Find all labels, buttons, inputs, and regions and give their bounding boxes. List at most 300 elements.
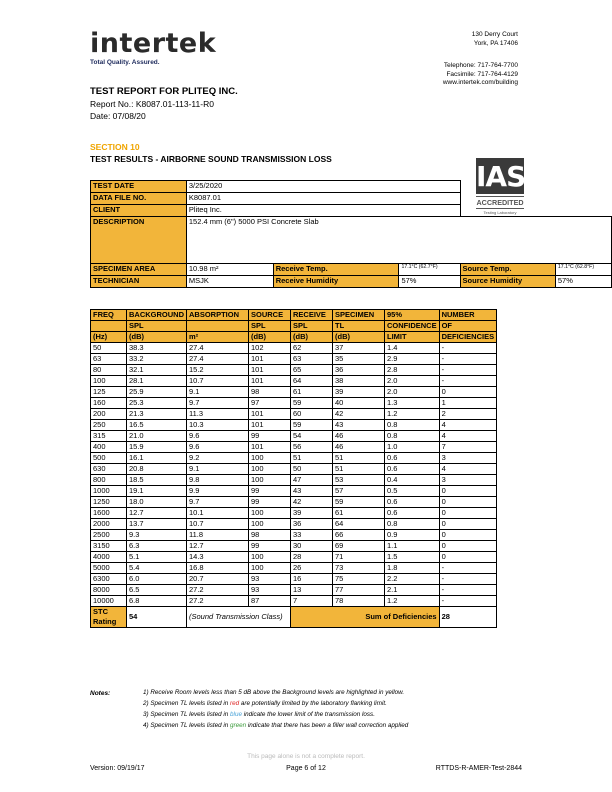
table-cell: 27.2 xyxy=(187,585,249,596)
data-file-label: DATA FILE NO. xyxy=(91,193,187,205)
description-label: DESCRIPTION xyxy=(91,217,187,264)
table-cell: 9.7 xyxy=(187,398,249,409)
table-row xyxy=(91,530,497,541)
note-3-color: blue xyxy=(230,711,242,718)
table-cell: 80 xyxy=(91,365,127,376)
table-cell: 60 xyxy=(291,409,333,420)
table-cell: 4 xyxy=(439,464,497,475)
table-cell: 0.4 xyxy=(385,475,440,486)
note-4-pre: 4) Specimen TL levels listed in xyxy=(143,722,229,729)
specimen-info-table xyxy=(90,180,612,288)
table-cell: 38 xyxy=(333,376,385,387)
table-cell: 10.3 xyxy=(187,420,249,431)
table-cell: - xyxy=(439,596,497,607)
table-cell: 0.8 xyxy=(385,519,440,530)
note-3-pre: 3) Specimen TL levels listed in xyxy=(143,711,229,718)
table-row xyxy=(91,541,497,552)
results-header xyxy=(91,310,497,343)
table-cell: 3 xyxy=(439,475,497,486)
table-row xyxy=(91,343,497,354)
table-cell: 101 xyxy=(249,376,291,387)
table-cell: 250 xyxy=(91,420,127,431)
table-cell: 0.6 xyxy=(385,464,440,475)
technician-label: TECHNICIAN xyxy=(91,276,187,288)
header-cell: SPL xyxy=(127,321,187,332)
header-cell: (dB) xyxy=(249,332,291,343)
table-cell: 4 xyxy=(439,420,497,431)
table-cell: 16 xyxy=(291,574,333,585)
table-cell: 125 xyxy=(91,387,127,398)
specimen-area-value: 10.98 m² xyxy=(186,264,273,276)
table-cell: 75 xyxy=(333,574,385,585)
note-3-post: indicate the lower limit of the transmission loss. xyxy=(243,711,375,718)
table-cell: 0 xyxy=(439,530,497,541)
source-humidity-label: Source Humidity xyxy=(460,276,555,288)
header-cell: (dB) xyxy=(291,332,333,343)
table-cell: 98 xyxy=(249,530,291,541)
table-cell: 99 xyxy=(249,497,291,508)
footer-version: Version: 09/19/17 xyxy=(90,765,145,772)
table-cell: 2500 xyxy=(91,530,127,541)
specimen-area-label: SPECIMEN AREA xyxy=(91,264,187,276)
address-block xyxy=(472,31,518,48)
table-cell: 200 xyxy=(91,409,127,420)
table-cell: 9.3 xyxy=(127,530,187,541)
table-cell: 46 xyxy=(333,431,385,442)
table-cell: 27.2 xyxy=(187,596,249,607)
header-cell: (Hz) xyxy=(91,332,127,343)
table-cell: 71 xyxy=(333,552,385,563)
table-cell: 36 xyxy=(333,365,385,376)
table-row xyxy=(91,387,497,398)
table-cell: 16.5 xyxy=(127,420,187,431)
table-cell: 2.0 xyxy=(385,387,440,398)
table-row xyxy=(91,442,497,453)
address-line: York, PA 17406 xyxy=(473,39,518,47)
table-cell: 101 xyxy=(249,354,291,365)
table-cell: 47 xyxy=(291,475,333,486)
table-cell: 100 xyxy=(249,552,291,563)
table-cell: 98 xyxy=(249,387,291,398)
table-cell: 100 xyxy=(249,563,291,574)
table-cell: 30 xyxy=(291,541,333,552)
table-row xyxy=(91,574,497,585)
table-cell: 1.4 xyxy=(385,343,440,354)
table-cell: 35 xyxy=(333,354,385,365)
report-date: Date: 07/08/20 xyxy=(90,111,146,121)
note-3 xyxy=(143,711,375,718)
report-title: TEST REPORT FOR PLITEQ INC. xyxy=(90,86,238,97)
table-row xyxy=(91,431,497,442)
ias-mark: IAS xyxy=(476,160,526,193)
website: www.intertek.com/building xyxy=(442,79,518,86)
table-cell: 4 xyxy=(439,431,497,442)
table-cell: 101 xyxy=(249,409,291,420)
table-cell: 0.8 xyxy=(385,431,440,442)
note-4-post: indicate that there has been a filler wall correction applied xyxy=(247,722,409,729)
header-cell: SOURCE xyxy=(249,310,291,321)
table-cell: 0 xyxy=(439,508,497,519)
table-cell: 11.8 xyxy=(187,530,249,541)
table-cell: 78 xyxy=(333,596,385,607)
table-cell: 28.1 xyxy=(127,376,187,387)
section-label: SECTION 10 xyxy=(90,142,140,152)
table-cell: 50 xyxy=(91,343,127,354)
table-cell: 57 xyxy=(333,486,385,497)
table-cell: 99 xyxy=(249,431,291,442)
table-cell: 16.8 xyxy=(187,563,249,574)
header-cell xyxy=(187,321,249,332)
table-cell: 53 xyxy=(333,475,385,486)
footer-page: Page 6 of 12 xyxy=(286,765,326,772)
table-cell: 39 xyxy=(333,387,385,398)
header-cell: CONFIDENCE xyxy=(385,321,440,332)
table-cell: 2.8 xyxy=(385,365,440,376)
table-cell: 400 xyxy=(91,442,127,453)
table-cell: 3 xyxy=(439,453,497,464)
note-2-color: red xyxy=(230,700,240,707)
header-row xyxy=(91,321,497,332)
table-cell: 15.2 xyxy=(187,365,249,376)
header-cell: BACKGROUND xyxy=(127,310,187,321)
table-cell: 5000 xyxy=(91,563,127,574)
table-cell: 27.4 xyxy=(187,343,249,354)
test-date-label: TEST DATE xyxy=(91,181,187,193)
table-cell: 10.1 xyxy=(187,508,249,519)
table-cell: 500 xyxy=(91,453,127,464)
table-cell: 21.0 xyxy=(127,431,187,442)
note-4-color: green xyxy=(230,722,247,729)
table-cell: 1250 xyxy=(91,497,127,508)
table-cell: 99 xyxy=(249,541,291,552)
header-cell: SPL xyxy=(249,321,291,332)
table-cell: 20.8 xyxy=(127,464,187,475)
table-row xyxy=(91,508,497,519)
header-cell: ABSORPTION xyxy=(187,310,249,321)
stc-note: (Sound Transmission Class) xyxy=(187,607,291,628)
table-cell: - xyxy=(439,585,497,596)
table-cell: 0 xyxy=(439,519,497,530)
header-cell: NUMBER xyxy=(439,310,497,321)
table-cell: 101 xyxy=(249,442,291,453)
table-cell: 54 xyxy=(291,431,333,442)
footer-doc-id: RTTDS-R-AMER-Test-2844 xyxy=(435,765,522,772)
table-row xyxy=(91,596,497,607)
table-row xyxy=(91,354,497,365)
table-cell: 51 xyxy=(291,453,333,464)
table-cell: 4000 xyxy=(91,552,127,563)
table-cell: 12.7 xyxy=(187,541,249,552)
table-cell: 100 xyxy=(249,508,291,519)
header-cell: DEFICIENCIES xyxy=(439,332,497,343)
table-cell: - xyxy=(439,376,497,387)
table-row xyxy=(91,453,497,464)
note-2-post: are potentially limited by the laboratory flanking limit. xyxy=(240,700,387,707)
table-cell: - xyxy=(439,574,497,585)
table-cell: 18.0 xyxy=(127,497,187,508)
table-cell: 50 xyxy=(291,464,333,475)
table-cell: 59 xyxy=(333,497,385,508)
table-cell: 9.2 xyxy=(187,453,249,464)
table-cell: - xyxy=(439,365,497,376)
client-value: Pliteq Inc. xyxy=(186,205,460,217)
intertek-logo xyxy=(90,30,216,66)
table-cell: 1.2 xyxy=(385,596,440,607)
table-cell: 66 xyxy=(333,530,385,541)
table-cell: 73 xyxy=(333,563,385,574)
table-cell: 102 xyxy=(249,343,291,354)
receive-temp-value: 17.1°C (62.7°F) xyxy=(399,264,460,276)
table-cell: 5.1 xyxy=(127,552,187,563)
table-cell: 40 xyxy=(333,398,385,409)
table-cell: 13.7 xyxy=(127,519,187,530)
table-cell: 1.5 xyxy=(385,552,440,563)
table-cell: 0.5 xyxy=(385,486,440,497)
source-temp-label: Source Temp. xyxy=(460,264,555,276)
table-cell: 2.2 xyxy=(385,574,440,585)
sum-deficiencies-label: Sum of Deficiencies xyxy=(291,607,440,628)
table-cell: 315 xyxy=(91,431,127,442)
table-cell: 0.6 xyxy=(385,497,440,508)
table-cell: 0.6 xyxy=(385,508,440,519)
source-temp-value: 17.1°C (62.8°F) xyxy=(555,264,611,276)
table-cell: 0.6 xyxy=(385,453,440,464)
table-row xyxy=(91,376,497,387)
table-cell: 43 xyxy=(291,486,333,497)
table-cell: 93 xyxy=(249,585,291,596)
table-cell: 7 xyxy=(439,442,497,453)
table-cell: 63 xyxy=(91,354,127,365)
table-cell: 10.7 xyxy=(187,376,249,387)
table-cell: 100 xyxy=(249,464,291,475)
table-cell: 1600 xyxy=(91,508,127,519)
stc-rating-label: STC Rating xyxy=(91,607,127,628)
table-cell: 9.7 xyxy=(187,497,249,508)
header-cell: SPL xyxy=(291,321,333,332)
header-cell: LIMIT xyxy=(385,332,440,343)
table-cell: 9.9 xyxy=(187,486,249,497)
header-cell: (dB) xyxy=(127,332,187,343)
table-cell: 93 xyxy=(249,574,291,585)
table-cell: 64 xyxy=(333,519,385,530)
ias-subtitle: Testing Laboratory xyxy=(483,210,517,215)
table-cell: 6.3 xyxy=(127,541,187,552)
table-cell: 630 xyxy=(91,464,127,475)
notes-label: Notes: xyxy=(90,690,111,697)
table-cell: 10.7 xyxy=(187,519,249,530)
table-cell: 99 xyxy=(249,486,291,497)
table-cell: - xyxy=(439,343,497,354)
table-row xyxy=(91,464,497,475)
header-cell: FREQ xyxy=(91,310,127,321)
table-cell: 160 xyxy=(91,398,127,409)
ias-accredited: ACCREDITED xyxy=(476,198,524,207)
table-cell: 1000 xyxy=(91,486,127,497)
note-4 xyxy=(143,722,408,729)
table-row xyxy=(91,497,497,508)
table-cell: 38.3 xyxy=(127,343,187,354)
logo-tagline: Total Quality. Assured. xyxy=(90,59,160,66)
table-cell: 1.8 xyxy=(385,563,440,574)
table-cell: 51 xyxy=(333,464,385,475)
table-cell: 101 xyxy=(249,365,291,376)
table-cell: 15.9 xyxy=(127,442,187,453)
table-cell: 27.4 xyxy=(187,354,249,365)
header-row xyxy=(91,310,497,321)
table-cell: 39 xyxy=(291,508,333,519)
table-cell: 6.8 xyxy=(127,596,187,607)
table-row xyxy=(91,486,497,497)
table-cell: 14.3 xyxy=(187,552,249,563)
table-row xyxy=(91,420,497,431)
table-cell: 42 xyxy=(291,497,333,508)
table-cell: 6.5 xyxy=(127,585,187,596)
table-cell: 0 xyxy=(439,552,497,563)
header-cell: 95% xyxy=(385,310,440,321)
table-cell: 9.1 xyxy=(187,387,249,398)
table-cell: 19.1 xyxy=(127,486,187,497)
table-cell: 1.1 xyxy=(385,541,440,552)
note-2-pre: 2) Specimen TL levels listed in xyxy=(143,700,229,707)
table-cell: 0 xyxy=(439,497,497,508)
header-cell: (dB) xyxy=(333,332,385,343)
table-cell: 2.9 xyxy=(385,354,440,365)
report-number: Report No.: K8087.01-113-11-R0 xyxy=(90,99,214,109)
table-cell: - xyxy=(439,563,497,574)
table-row xyxy=(91,552,497,563)
results-body xyxy=(91,343,497,607)
table-cell: 61 xyxy=(291,387,333,398)
table-cell: 9.6 xyxy=(187,442,249,453)
table-cell: 100 xyxy=(249,519,291,530)
table-cell: 51 xyxy=(333,453,385,464)
footer-disclaimer: This page alone is not a complete report. xyxy=(247,753,365,760)
receive-humidity-value: 57% xyxy=(399,276,460,288)
table-cell: 0 xyxy=(439,486,497,497)
table-cell: 20.7 xyxy=(187,574,249,585)
sum-deficiencies-value: 28 xyxy=(439,607,497,628)
table-cell: 21.3 xyxy=(127,409,187,420)
table-cell: 1 xyxy=(439,398,497,409)
header-cell: RECEIVE xyxy=(291,310,333,321)
table-cell: 100 xyxy=(249,453,291,464)
table-cell: 9.8 xyxy=(187,475,249,486)
table-cell: 33.2 xyxy=(127,354,187,365)
address-line: 130 Derry Court xyxy=(471,31,518,38)
contact-block xyxy=(443,62,518,88)
source-humidity-value: 57% xyxy=(555,276,611,288)
table-cell: 62 xyxy=(291,343,333,354)
description-value: 152.4 mm (6") 5000 PSI Concrete Slab xyxy=(186,217,611,264)
table-cell: 0.9 xyxy=(385,530,440,541)
table-cell: 18.5 xyxy=(127,475,187,486)
table-cell: 101 xyxy=(249,420,291,431)
note-2 xyxy=(143,700,387,707)
table-cell: 1.3 xyxy=(385,398,440,409)
header-cell: TL xyxy=(333,321,385,332)
table-cell: 61 xyxy=(333,508,385,519)
table-cell: 6300 xyxy=(91,574,127,585)
table-cell: 100 xyxy=(91,376,127,387)
table-row xyxy=(91,398,497,409)
table-cell: 1.2 xyxy=(385,409,440,420)
table-cell: 2000 xyxy=(91,519,127,530)
table-cell: 42 xyxy=(333,409,385,420)
note-1: 1) Receive Room levels less than 5 dB above the Background levels are highlighted in yellow. xyxy=(143,689,405,696)
table-cell: 64 xyxy=(291,376,333,387)
table-cell: 26 xyxy=(291,563,333,574)
table-cell: 12.7 xyxy=(127,508,187,519)
table-cell: 100 xyxy=(249,475,291,486)
table-cell: 37 xyxy=(333,343,385,354)
table-cell: 11.3 xyxy=(187,409,249,420)
table-row xyxy=(91,585,497,596)
table-cell: 16.1 xyxy=(127,453,187,464)
table-cell: 2.0 xyxy=(385,376,440,387)
table-cell: 7 xyxy=(291,596,333,607)
table-cell: 36 xyxy=(291,519,333,530)
table-cell: 1.0 xyxy=(385,442,440,453)
table-cell: 9.1 xyxy=(187,464,249,475)
table-cell: 0.8 xyxy=(385,420,440,431)
table-cell: 9.6 xyxy=(187,431,249,442)
table-row xyxy=(91,409,497,420)
table-cell: 46 xyxy=(333,442,385,453)
facsimile: Facsimile: 717-764-4129 xyxy=(446,70,518,78)
table-cell: 77 xyxy=(333,585,385,596)
results-table xyxy=(90,309,497,628)
table-cell: 59 xyxy=(291,398,333,409)
table-cell: 0 xyxy=(439,387,497,398)
table-cell: 3150 xyxy=(91,541,127,552)
table-cell: 2.1 xyxy=(385,585,440,596)
table-cell: 25.9 xyxy=(127,387,187,398)
header-cell xyxy=(91,321,127,332)
telephone: Telephone: 717-764-7700 xyxy=(443,62,518,69)
table-row xyxy=(91,519,497,530)
table-cell: 10000 xyxy=(91,596,127,607)
table-cell: 25.3 xyxy=(127,398,187,409)
table-cell: 63 xyxy=(291,354,333,365)
table-cell: 28 xyxy=(291,552,333,563)
receive-temp-label: Receive Temp. xyxy=(273,264,399,276)
technician-value: MSJK xyxy=(186,276,273,288)
receive-humidity-label: Receive Humidity xyxy=(273,276,399,288)
table-cell: 2 xyxy=(439,409,497,420)
table-cell: 8000 xyxy=(91,585,127,596)
table-cell: 56 xyxy=(291,442,333,453)
table-cell: 5.4 xyxy=(127,563,187,574)
table-row xyxy=(91,365,497,376)
section-title: TEST RESULTS - AIRBORNE SOUND TRANSMISSION LOSS xyxy=(90,154,332,164)
data-file-value: K8087.01 xyxy=(186,193,460,205)
table-cell: 13 xyxy=(291,585,333,596)
table-cell: 800 xyxy=(91,475,127,486)
test-date-value: 3/25/2020 xyxy=(186,181,460,193)
table-cell: 32.1 xyxy=(127,365,187,376)
table-cell: 6.0 xyxy=(127,574,187,585)
table-cell: 87 xyxy=(249,596,291,607)
table-cell: 65 xyxy=(291,365,333,376)
header-cell: OF xyxy=(439,321,497,332)
stc-rating-value: 54 xyxy=(127,607,187,628)
table-cell: 59 xyxy=(291,420,333,431)
header-cell: SPECIMEN xyxy=(333,310,385,321)
table-cell: - xyxy=(439,354,497,365)
header-cell: m² xyxy=(187,332,249,343)
table-cell: 33 xyxy=(291,530,333,541)
table-cell: 0 xyxy=(439,541,497,552)
